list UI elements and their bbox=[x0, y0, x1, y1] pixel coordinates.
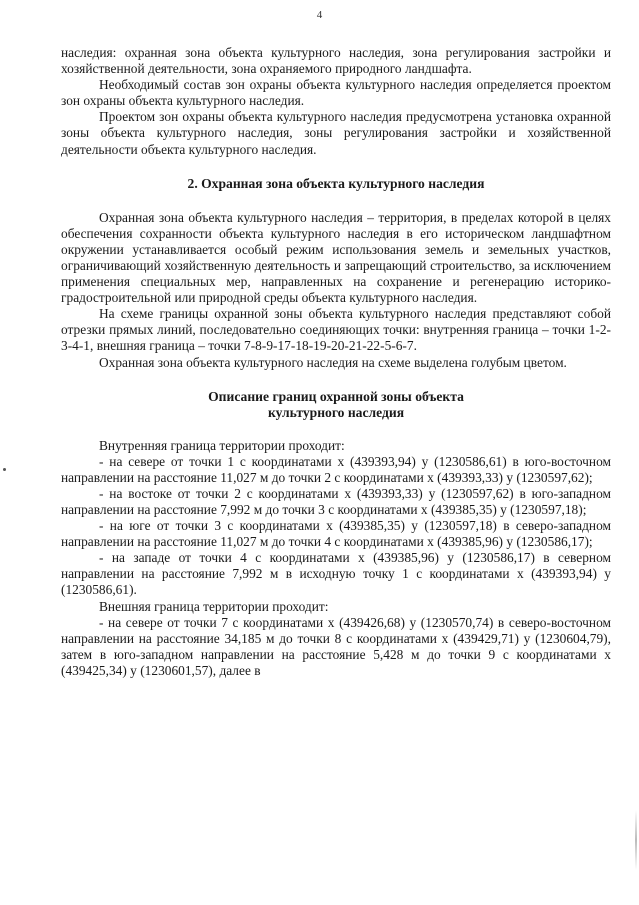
inner-boundary-title: Внутренняя граница территории проходит: bbox=[99, 437, 345, 453]
inner-boundary-item: - на севере от точки 1 с координатами х (439393,94) у (1230586,61) в юго-восточном направлении на расстояние 11,027 м до точки 2 с координатами х (439393,33) у (1230597,62); bbox=[61, 453, 611, 485]
section-paragraph: На схеме границы охранной зоны объекта культурного наследия представляют собой отрезки прямых линий, последовательно соединяющих точки: внутренняя граница – точки 1-2-3-4-1, внешняя граница – точки 7-8-9-17-18-19-20-21-22-5-6-7. bbox=[61, 306, 611, 354]
scan-margin-dot bbox=[3, 468, 6, 471]
inner-boundary-item: - на юге от точки 3 с координатами х (439385,35) у (1230597,18) в северо-западном направлении на расстояние 11,027 м до точки 4 с координатами х (439385,96) у (1230586,17); bbox=[61, 518, 611, 550]
inner-boundary-item: - на западе от точки 4 с координатами х (439385,96) у (1230586,17) в северном направлении на расстояние 7,992 м в исходную точку 1 с координатами х (439393,94) у (1230586,61). bbox=[61, 550, 611, 598]
boundaries-heading-line-2: культурного наследия bbox=[267, 404, 405, 420]
intro-paragraph-continued: наследия: охранная зона объекта культурного наследия, зона регулирования застройки и хозяйственной деятельности, зона охраняемого природного ландшафта. bbox=[61, 45, 611, 77]
scan-edge-shadow bbox=[635, 810, 637, 870]
boundaries-heading-line-1: Описание границ охранной зоны объекта bbox=[208, 388, 464, 404]
section-heading-protection-zone: 2. Охранная зона объекта культурного наследия bbox=[187, 175, 485, 191]
outer-boundary-item: - на севере от точки 7 с координатами х (439426,68) у (1230570,74) в северо-восточном направлении на расстояние 34,185 м до точки 8 с координатами х (439429,71) у (1230604,79), затем в юго-западном направлении на расстояние 5,428 м до точки 9 с координатами х (439425,34) у (1230601,57), далее в bbox=[61, 614, 611, 678]
page-number: 4 bbox=[316, 9, 323, 21]
page-content bbox=[61, 45, 611, 679]
section-paragraph: Охранная зона объекта культурного наследия – территория, в пределах которой в целях обеспечения сохранности объекта культурного наследия в его историческом ландшафтном окружении устанавливается особый режим использования земель и земельных участков, ограничивающий хозяйственную деятельность и запрещающий строительство, за исключением применения специальных мер, направленных на сохранение и регенерацию историко-градостроительной или природной среды объекта культурного наследия. bbox=[61, 209, 611, 306]
intro-paragraph: Проектом зон охраны объекта культурного наследия предусмотрена установка охранной зоны объекта культурного наследия, зоны регулирования застройки и хозяйственной деятельности объекта культурного наследия. bbox=[61, 109, 611, 157]
inner-boundary-item: - на востоке от точки 2 с координатами х (439393,33) у (1230597,62) в юго-западном направлении на расстояние 7,992 м до точки 3 с координатами х (439385,35) у (1230597,18); bbox=[61, 485, 611, 517]
outer-boundary-title: Внешняя граница территории проходит: bbox=[99, 598, 329, 614]
section-paragraph: Охранная зона объекта культурного наследия на схеме выделена голубым цветом. bbox=[99, 354, 567, 370]
intro-paragraph: Необходимый состав зон охраны объекта культурного наследия определяется проектом зон охраны объекта культурного наследия. bbox=[61, 77, 611, 109]
